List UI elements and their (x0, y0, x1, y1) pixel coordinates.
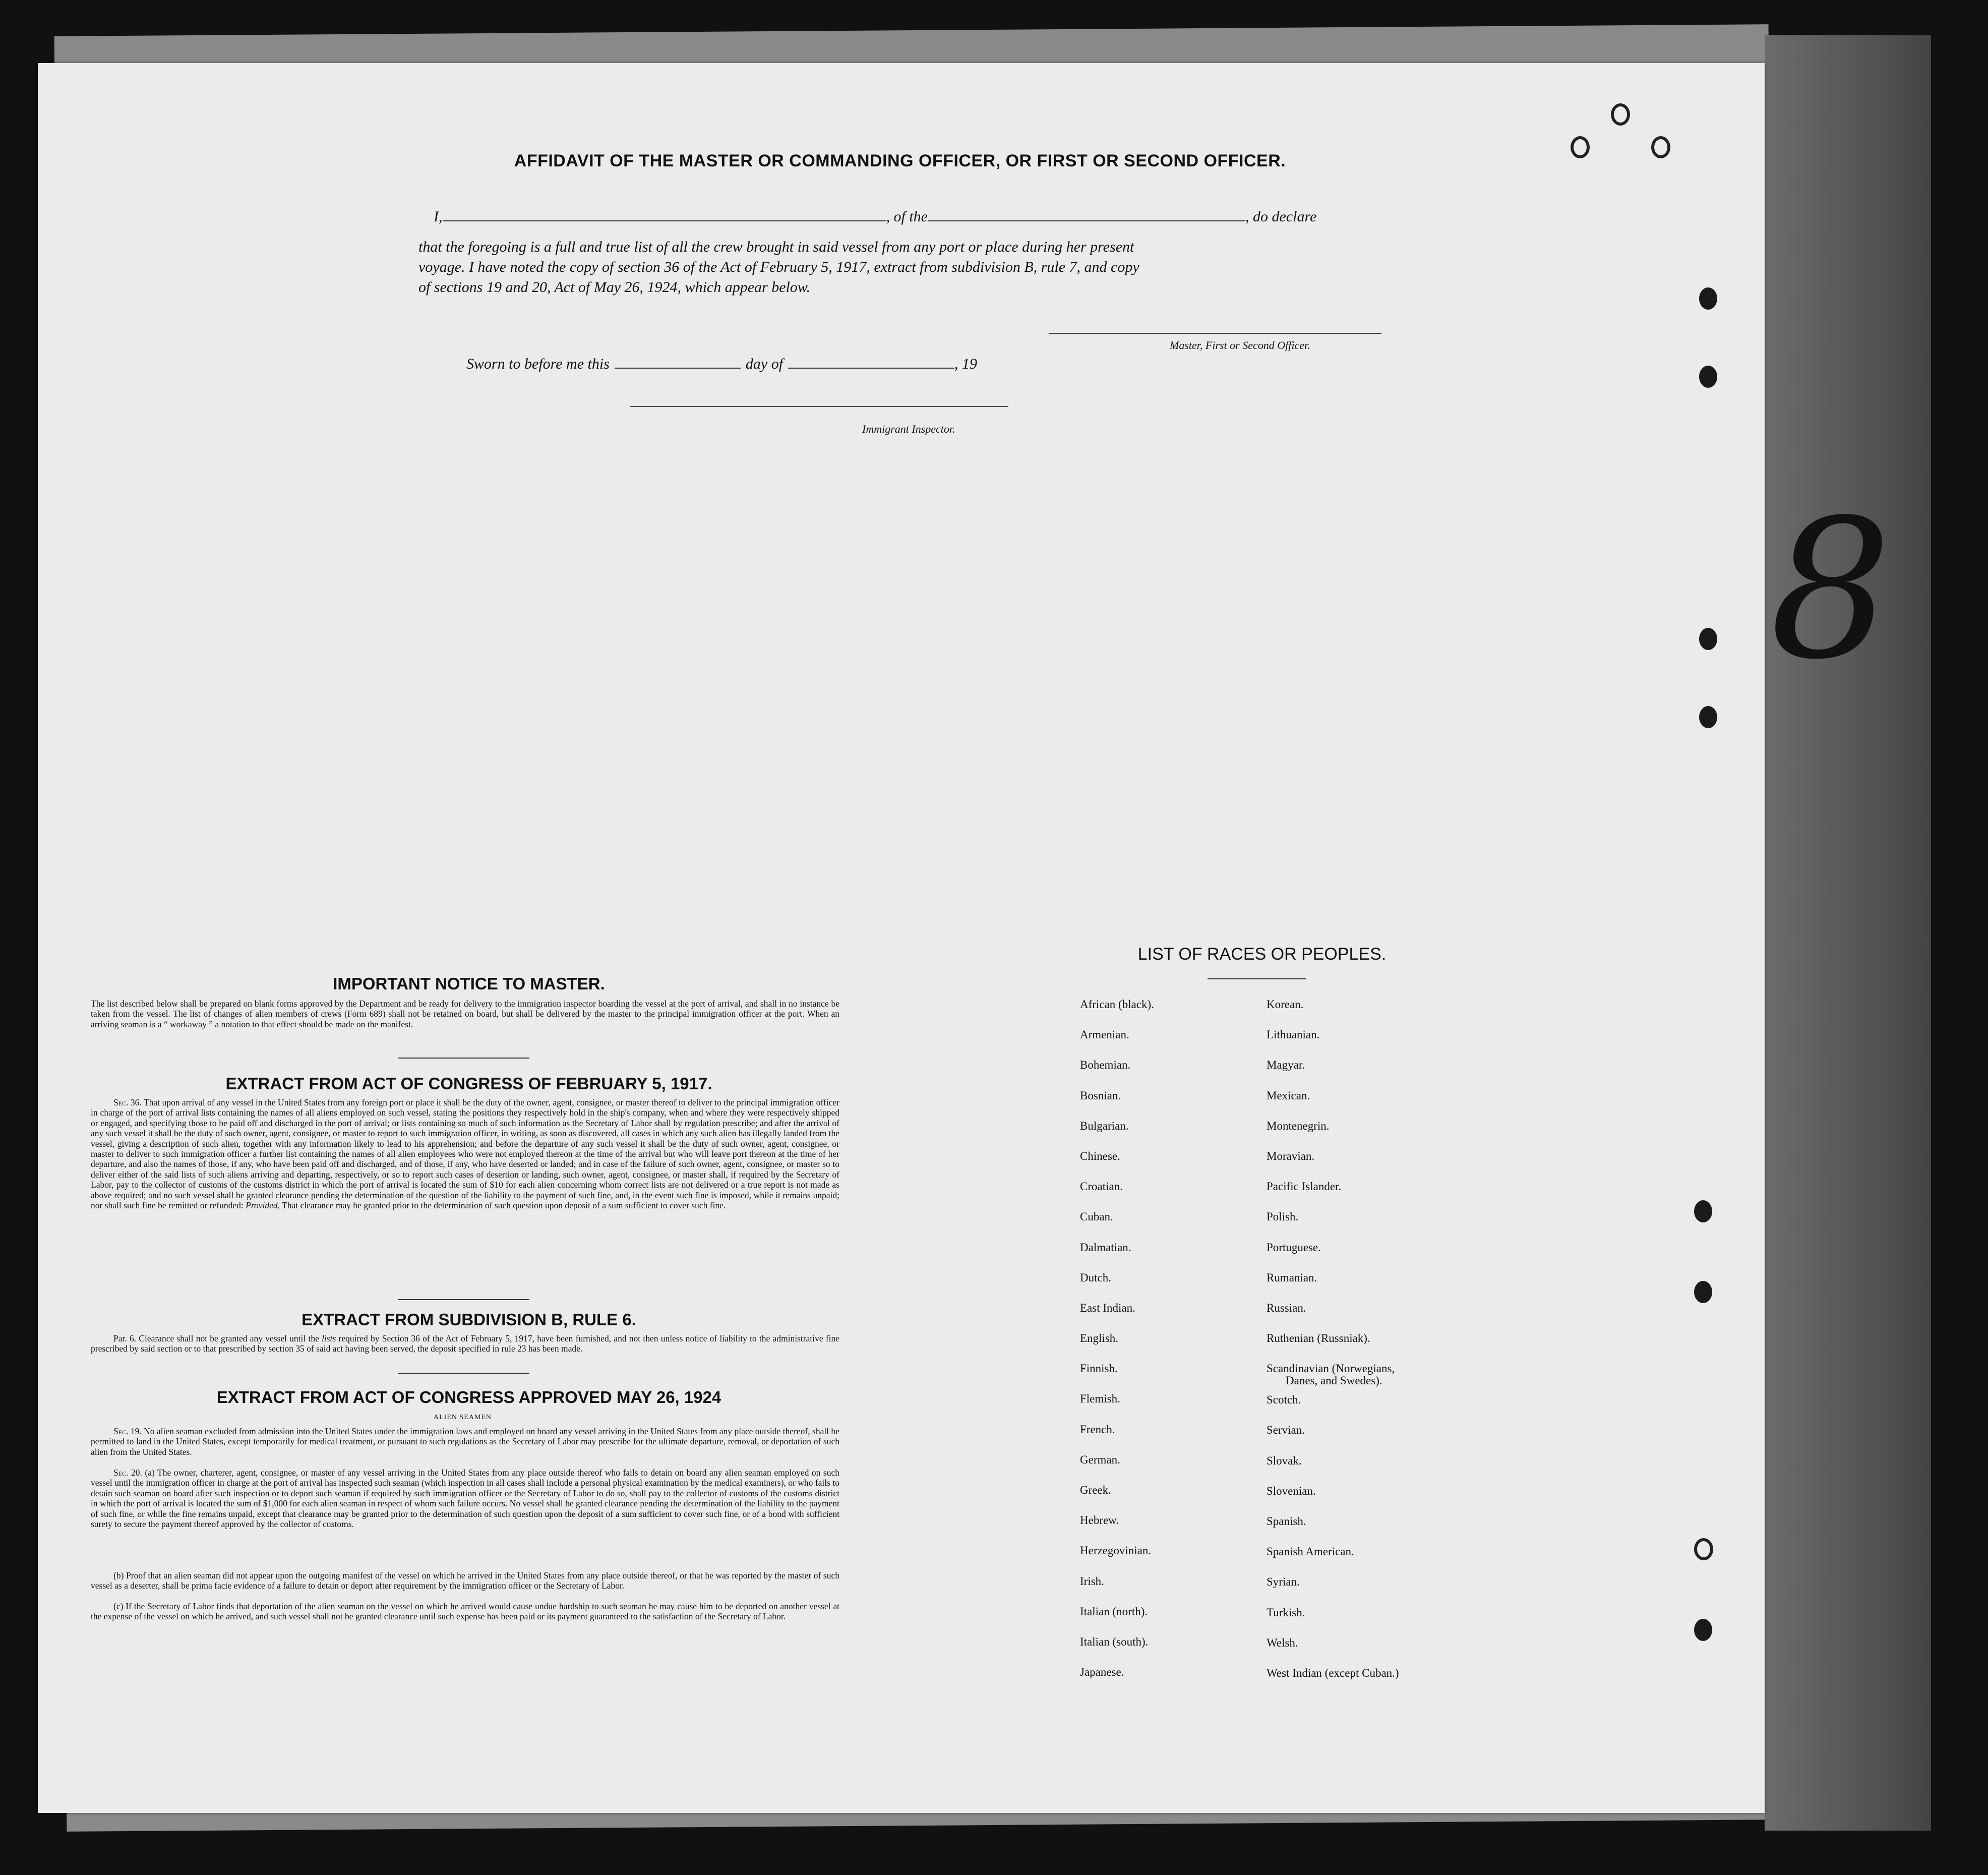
race-item: Rumanian. (1267, 1271, 1317, 1284)
section-20-c-text: (c) If the Secretary of Labor finds that deportation of the alien seaman on the vessel on which he arrived would cause undue hardship to such seaman he may cause him to be deported on another vessel at the expense of the vessel on which he arrived, and such vessel shall not be granted clearance until such expense has been paid or its payment guaranteed to the satisfaction of the Secretary of Labor. (91, 1601, 839, 1622)
inspector-signature-line (630, 406, 1008, 407)
affidavit-declaration-line (434, 208, 1316, 225)
affidavit-of-the: , of the (886, 208, 928, 225)
race-item: Italian (south). (1080, 1635, 1149, 1648)
separator (398, 1058, 529, 1059)
vessel-blank (928, 220, 1245, 221)
affidavit-body-line-3: of sections 19 and 20, Act of May 26, 1924, which appear below. (418, 279, 811, 296)
section-20-b-text: (b) Proof that an alien seaman did not appear upon the outgoing manifest of the vessel on which he arrived in the United States from any place outside thereof, or that he was reported by the master of such vessel as a deserter, shall be prima facie evidence of a failure to detain or deport after requirement by the immigration officer or the Secretary of Labor. (91, 1570, 839, 1591)
punch-hole-icon (1694, 1281, 1712, 1303)
race-item: East Indian. (1080, 1301, 1135, 1314)
document-sheet (38, 63, 1765, 1813)
name-blank (443, 220, 886, 221)
section-36-end: That clearance may be granted prior to the determination of such question upon deposit of a sum sufficient to cover such fine. (282, 1200, 726, 1211)
extract-1917-title: EXTRACT FROM ACT OF CONGRESS OF FEBRUARY 5, 1917. (225, 1074, 712, 1093)
race-item: Armenian. (1080, 1028, 1129, 1041)
master-signature-line (1049, 333, 1381, 334)
inspector-signature-caption: Immigrant Inspector. (862, 423, 955, 435)
month-blank (788, 367, 954, 369)
section-19-label: Sec. 19. (113, 1426, 142, 1436)
race-item: Herzegovinian. (1080, 1544, 1152, 1557)
race-item: Bosnian. (1080, 1089, 1121, 1102)
race-item: Moravian. (1267, 1149, 1315, 1162)
race-item: Dutch. (1080, 1271, 1111, 1284)
separator (398, 1373, 529, 1374)
alien-seamen-subtitle: ALIEN SEAMEN (434, 1414, 492, 1421)
race-item: French. (1080, 1423, 1115, 1436)
section-20-label: Sec. 20. (113, 1468, 142, 1478)
affidavit-title: AFFIDAVIT OF THE MASTER OR COMMANDING OFFICER, OR FIRST OR SECOND OFFICER. (514, 151, 1286, 170)
sworn-year: , 19 (954, 356, 978, 372)
race-item: Dalmatian. (1080, 1241, 1131, 1254)
race-item-line: Scandinavian (Norwegians, (1267, 1362, 1395, 1375)
notice-title: IMPORTANT NOTICE TO MASTER. (333, 974, 605, 993)
affidavit-body-line-2: voyage. I have noted the copy of section 36 of the Act of February 5, 1917, extract from subdivision B, rule 7, and copy (418, 259, 1139, 275)
race-item: Slovak. (1267, 1454, 1302, 1467)
race-item: Pacific Islander. (1267, 1180, 1342, 1193)
race-item: English. (1080, 1332, 1119, 1345)
bleed-through-text (265, 139, 275, 170)
race-item: West Indian (except Cuban.) (1267, 1666, 1399, 1679)
rule-6-text-b: required by Section 36 of the Act of February 5, 1917, have been furnished, and not then unless notice of liability to the administrative fine prescribed by said section or to that prescribed by section 35 of said act having been served, the deposit specified in rule 23 has been made. (91, 1333, 840, 1354)
race-item: Cuban. (1080, 1210, 1113, 1223)
race-item: Finnish. (1080, 1362, 1118, 1375)
race-item: Syrian. (1267, 1575, 1300, 1589)
day-blank (615, 367, 741, 369)
section-19-body: No alien seaman excluded from admission into the United States under the immigration laws and employed on board any vessel arriving in the United States from any place outside thereof, shall be permitted to land in the United States, except temporarily for medical treatment, or pursuant to such regulations as the Secretary of Labor may prescribe for the ultimate departure, removal, or deportation of such alien from the United States. (91, 1426, 839, 1457)
sworn-start: Sworn to before me this (466, 356, 610, 372)
race-item: Bulgarian. (1080, 1119, 1129, 1132)
punch-hole-icon (1571, 136, 1590, 158)
race-item: Greek. (1080, 1484, 1111, 1496)
rule-6-title: EXTRACT FROM SUBDIVISION B, RULE 6. (302, 1310, 636, 1329)
races-right-column (1267, 999, 1399, 1697)
race-item: Scotch. (1267, 1393, 1301, 1407)
race-item: Spanish. (1267, 1515, 1306, 1528)
races-title: LIST OF RACES OR PEOPLES. (1137, 945, 1387, 964)
race-item: Russian. (1267, 1301, 1306, 1314)
race-item: African (black). (1080, 998, 1154, 1011)
race-item: Lithuanian. (1267, 1028, 1320, 1041)
section-36-body: That upon arrival of any vessel in the United States from any foreign port or place it shall be the duty of the owner, agent, consignee, or master thereof to deliver to the principal immigration officer in charge of the port of arrival lists containing the names of all aliens employed on such vessel, stating the positions they respectively hold in the ship's company, when and where they were respectively shipped or engaged, and specifying those to be paid off and discharged in the port of arrival; or lists containing so much of such information as the Secretary of Labor shall by regulation prescribe; and after the arrival of any such vessel it shall be the duty of such owner, agent, consignee, or master to report to such immigration officer, in writing, as soon as discovered, all cases in which any such alien has illegally landed from the vessel, giving a description of such alien, together with any information likely to lead to his apprehension; and before the departure of any such vessel it shall be the duty of such owner, agent, consignee, or master to deliver to such immigration officer a further list containing the names of all alien employees who were not employed thereon at the time of the arrival but who will leave port thereon at the time of her departure, and also the names of those, if any, who have been paid off and discharged, and of those, if any, who have deserted or landed; and in case of the failure of such owner, agent, consignee, or master so to deliver either of the said lists of such aliens arriving and departing, respectively, or so to report such cases of desertion or landing, such owner, agent, consignee, or master shall, if required by the Secretary of Labor, pay to the collector of customs of the customs district in which the port of arrival is located the sum of $10 for each alien concerning whom correct lists are not delivered or a true report is not made as above required; and no such vessel shall be granted clearance pending the determination of the question of the liability to the payment of such fine, and, in the event such fine is imposed, while it remains unpaid; nor shall such fine be remitted or refunded: (91, 1097, 839, 1211)
rule-6-lists-word: lists (322, 1333, 336, 1343)
race-item: Montenegrin. (1267, 1119, 1330, 1132)
race-item: Ruthenian (Russniak). (1267, 1332, 1370, 1345)
race-item: German. (1080, 1453, 1120, 1466)
extract-1917-text (91, 1097, 839, 1210)
section-19-text (91, 1426, 839, 1457)
sworn-line (466, 356, 977, 373)
rule-6-text (91, 1333, 839, 1354)
section-20-body: (a) The owner, charterer, agent, consignee, or master of any vessel arriving in the United States from any place outside thereof who fails to detain on board any alien seaman employed on such vessel until the immigration officer in charge at the port of arrival has inspected such seaman (which inspection in all cases shall include a personal physical examination by the medical examiners), or who fails to detain such seaman on board after such inspection or to deport such seaman if required by such immigration officer or the Secretary of Labor to do so, shall pay to the collector of customs of the customs district in which the port of arrival is located the sum of $1,000 for each alien seaman in respect of whom such failure occurs. No vessel shall be granted clearance pending the determination of the liability to the payment of such fine, or while the fine remains unpaid, except that clearance may be granted prior to the determination of such question upon the deposit of a sum sufficient to cover such fine, or of a bond with sufficient surety to secure the payment thereof approved by the collector of customs. (91, 1468, 839, 1530)
race-item: Magyar. (1267, 1059, 1305, 1072)
race-item (1267, 1363, 1399, 1394)
punch-hole-icon (1694, 1619, 1712, 1641)
punch-hole-icon (1694, 1538, 1713, 1560)
rule-6-text-a: Par. 6. Clearance shall not be granted any vessel until the (113, 1333, 319, 1343)
race-item: Flemish. (1080, 1392, 1120, 1405)
race-item: Bohemian. (1080, 1059, 1131, 1072)
extract-1924-title: EXTRACT FROM ACT OF CONGRESS APPROVED MAY 26, 1924 (216, 1388, 721, 1407)
races-left-column (1080, 999, 1154, 1696)
punch-hole-icon (1694, 1200, 1712, 1222)
master-signature-caption: Master, First or Second Officer. (1170, 339, 1310, 351)
separator (398, 1299, 529, 1300)
race-item-continuation: Danes, and Swedes). (1286, 1374, 1382, 1387)
separator (1208, 978, 1306, 979)
punch-hole-icon (1699, 366, 1717, 388)
punch-hole-icon (1699, 706, 1717, 728)
race-item: Korean. (1267, 998, 1304, 1011)
sworn-day-of: day of (745, 356, 784, 372)
race-item: Welsh. (1267, 1636, 1298, 1649)
punch-hole-icon (1651, 136, 1670, 158)
right-edge-pages (1765, 35, 1931, 1831)
race-item: Spanish American. (1267, 1545, 1354, 1558)
race-item: Portuguese. (1267, 1241, 1321, 1254)
punch-hole-icon (1699, 628, 1717, 650)
race-item: Servian. (1267, 1424, 1305, 1437)
affidavit-i: I, (434, 208, 443, 225)
race-item: Irish. (1080, 1574, 1104, 1588)
proviso-word: Provided, (246, 1200, 280, 1211)
handwritten-page-number: 8 (1770, 478, 1892, 701)
race-item: Mexican. (1267, 1089, 1310, 1102)
race-item: Turkish. (1267, 1606, 1305, 1619)
race-item: Japanese. (1080, 1666, 1124, 1679)
notice-text: The list described below shall be prepared on blank forms approved by the Department and be ready for delivery to the immigration inspector boarding the vessel at the port of arrival, and shall in no instance be taken from the vessel. The list of changes of alien members of crews (Form 689) shall not be retained on board, but shall be delivered by the master to the principal immigration officer at the port. When an arriving seaman is a “ workaway ” a notation to that effect should be made on the manifest. (91, 999, 839, 1029)
punch-hole-icon (1611, 103, 1630, 126)
race-item: Italian (north). (1080, 1605, 1148, 1618)
race-item: Polish. (1267, 1210, 1299, 1223)
race-item: Slovenian. (1267, 1484, 1316, 1497)
punch-hole-icon (1699, 287, 1717, 310)
race-item: Croatian. (1080, 1180, 1123, 1193)
affidavit-body-line-1: that the foregoing is a full and true list of all the crew brought in said vessel from any port or place during her present (418, 239, 1134, 255)
section-36-label: Sec. 36. (113, 1097, 142, 1107)
race-item: Chinese. (1080, 1149, 1120, 1162)
race-item: Hebrew. (1080, 1514, 1119, 1527)
affidavit-do-declare: , do declare (1245, 208, 1317, 225)
section-20-text (91, 1468, 839, 1529)
